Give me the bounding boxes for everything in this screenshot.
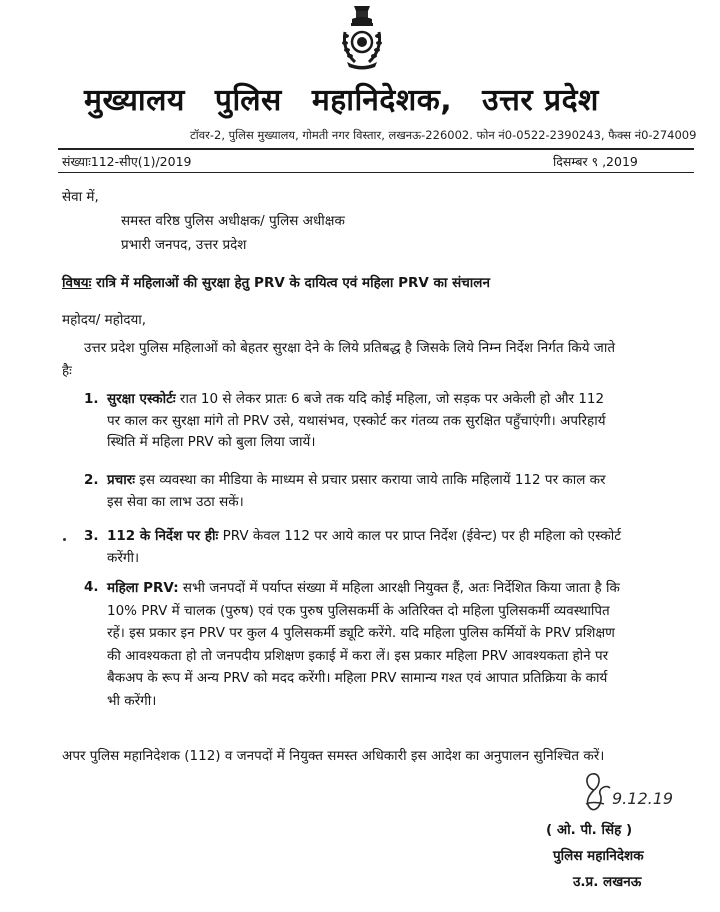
title-part: उत्तर प्रदेश	[482, 83, 599, 118]
addressee-to: सेवा में,	[62, 189, 99, 205]
letterhead-title	[84, 78, 704, 119]
header-divider	[58, 148, 694, 150]
letter-date: दिसम्बर ९ ,2019	[553, 154, 638, 169]
addressee-line: समस्त वरिष्ठ पुलिस अधीक्षक/ पुलिस अधीक्षक	[121, 213, 345, 229]
title-part: महानिदेशक,	[311, 83, 453, 118]
item-line: बैकअप के रूप में अन्य PRV को मदद करेंगी। महिला PRV सामान्य गश्त एवं आपात प्रतिक्रिया के कार्य	[107, 670, 608, 687]
item-line: रात 10 से लेकर प्रातः 6 बजे तक यदि कोई महिला, जो सड़क पर अकेली हो और 112	[175, 391, 605, 407]
header-divider-bottom	[58, 172, 694, 173]
margin-mark	[63, 538, 66, 541]
item-heading: 112 के निर्देश पर हीः	[107, 528, 219, 544]
item-heading: सुरक्षा एस्कोर्टः	[107, 391, 176, 407]
item-line: की आवश्यकता हो तो जनपदीय प्रशिक्षण इकाई में करा लें। इस प्रकार महिला PRV आवश्यकता होने पर	[107, 647, 609, 664]
item-line: स्थिति में महिला PRV को बुला लिया जायें।	[107, 434, 316, 450]
item-number: 4.	[84, 579, 99, 595]
closing-instruction: अपर पुलिस महानिदेशक (112) व जनपदों में नियुक्त समस्त अधिकारी इस आदेश का अनुपालन सुनिश्चित करें।	[62, 748, 605, 764]
reference-number: संख्याः112-सीए(1)/2019	[62, 154, 192, 169]
item-number: 1.	[84, 391, 99, 407]
addressee-line: प्रभारी जनपद, उत्तर प्रदेश	[121, 237, 247, 253]
item-line: रहें। इस प्रकार इन PRV पर कुल 4 पुलिसकर्मी ड्यूटि करेंगे. यदि महिला पुलिस कर्मियों के PRV प्रशिक्षण	[107, 625, 615, 642]
item-line: इस व्यवस्था का मीडिया के माध्यम से प्रचार प्रसार कराया जाये ताकि महिलायें 112 पर काल कर	[135, 472, 606, 488]
item-line: पर काल कर सुरक्षा मांगे तो PRV उसे, यथासंभव, एस्कोर्ट कर गंतव्य तक सुरक्षित पहुँचाएंगी। अपरिहार्य	[107, 412, 606, 429]
signature-date: 9.12.19	[612, 789, 674, 808]
intro-text: उत्तर प्रदेश पुलिस महिलाओं को बेहतर सुरक्षा देने के लिये प्रतिबद्ध है जिसके लिये निम्न निर्देश निर्गत किये जाते	[84, 340, 616, 356]
handwritten-signature	[572, 760, 692, 816]
title-part: मुख्यालय	[84, 83, 185, 118]
greeting: महोदय/ महोदया,	[62, 312, 147, 328]
title-part: पुलिस	[214, 83, 282, 118]
intro-text: हैः	[62, 363, 72, 379]
item-line: सभी जनपदों में पर्याप्त संख्या में महिला आरक्षी नियुक्त हैं, अतः निर्देशित किया जाता है कि	[178, 580, 620, 596]
signatory-place: उ.प्र. लखनऊ	[573, 874, 642, 890]
police-emblem-icon	[337, 4, 387, 70]
letterhead-address: टॉवर-2, पुलिस मुख्यालय, गोमती नगर विस्तार, लखनऊ-226002. फोन नं0-0522-2390243, फैक्स नं0-274009	[190, 128, 697, 142]
item-heading: महिला PRV:	[107, 580, 179, 596]
item-number: 3.	[84, 528, 99, 544]
item-heading: प्रचारः	[107, 472, 135, 488]
item-line: भी करेंगी।	[107, 692, 157, 709]
item-number: 2.	[84, 472, 99, 488]
subject-label: विषयः	[62, 275, 92, 291]
item-line: इस सेवा का लाभ उठा सकें।	[107, 493, 244, 510]
subject-text: रात्रि में महिलाओं की सुरक्षा हेतु PRV के दायित्व एवं महिला PRV का संचालन	[91, 275, 490, 291]
signatory-name: ( ओ. पी. सिंह )	[546, 822, 633, 838]
item-line: 10% PRV में चालक (पुरुष) एवं एक पुरुष पुलिसकर्मी के अतिरिक्त दो महिला पुलिसकर्मी व्यवस्थापित	[107, 602, 610, 619]
signatory-designation: पुलिस महानिदेशक	[553, 848, 644, 864]
item-line: PRV केवल 112 पर आये काल पर प्राप्त निर्देश (ईवेन्ट) पर ही महिला को एस्कोर्ट	[218, 528, 622, 544]
item-line: करेंगी।	[107, 549, 140, 566]
subject-line	[62, 273, 490, 291]
